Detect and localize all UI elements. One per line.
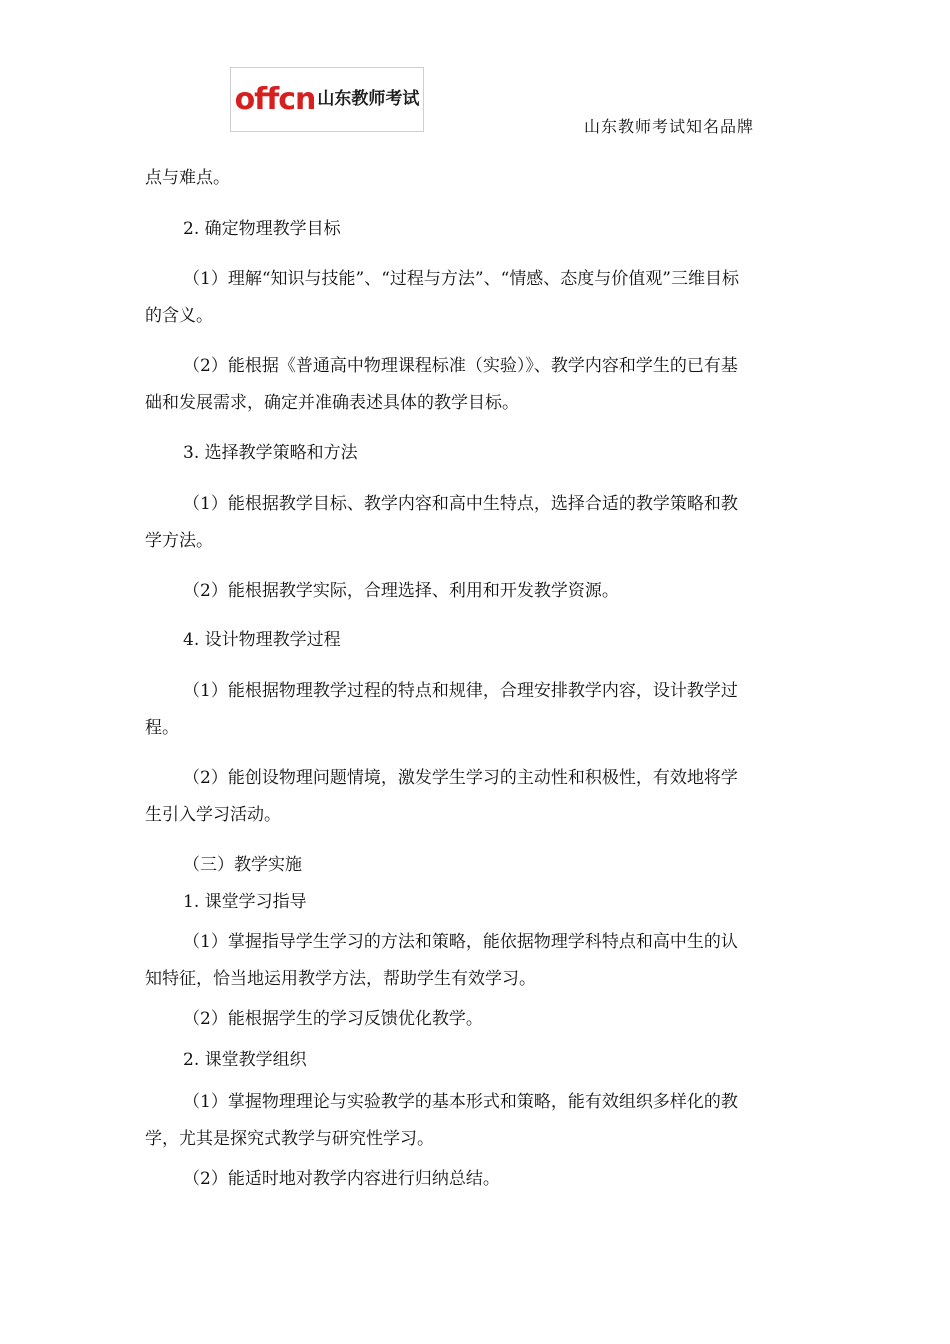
- text-line: 础和发展需求，确定并准确表述具体的教学目标。: [145, 393, 519, 413]
- section-heading: 2. 确定物理教学目标: [183, 219, 341, 239]
- text-line: （1）理解“知识与技能”、“过程与方法”、“情感、态度与价值观”三维目标: [183, 269, 739, 289]
- offcn-logo: [230, 67, 424, 132]
- section-heading: 2. 课堂教学组织: [183, 1050, 307, 1070]
- section-heading: 1. 课堂学习指导: [183, 892, 307, 912]
- brand-slogan: 山东教师考试知名品牌: [584, 117, 755, 136]
- text-line: （2）能根据学生的学习反馈优化教学。: [183, 1009, 483, 1029]
- logo-latin-text: offcn: [234, 81, 316, 117]
- text-line: 生引入学习活动。: [145, 805, 281, 825]
- text-line: （2）能创设物理问题情境，激发学生学习的主动性和积极性，有效地将学: [183, 768, 738, 788]
- text-line: 学，尤其是探究式教学与研究性学习。: [145, 1129, 434, 1149]
- text-line: 学方法。: [145, 531, 213, 551]
- text-line: （1）能根据教学目标、教学内容和高中生特点，选择合适的教学策略和教: [183, 494, 738, 514]
- text-line: 知特征，恰当地运用教学方法，帮助学生有效学习。: [145, 969, 536, 989]
- section-heading: 3. 选择教学策略和方法: [183, 443, 358, 463]
- text-line: （2）能根据教学实际，合理选择、利用和开发教学资源。: [183, 581, 619, 601]
- text-line: （2）能根据《普通高中物理课程标准（实验）》、教学内容和学生的已有基: [183, 356, 738, 376]
- text-line: （1）能根据物理教学过程的特点和规律，合理安排教学内容，设计教学过: [183, 681, 738, 701]
- logo-chinese-text: 山东教师考试: [317, 89, 420, 109]
- text-line: （2）能适时地对教学内容进行归纳总结。: [183, 1169, 500, 1189]
- text-line: 程。: [145, 718, 179, 738]
- text-line: （1）掌握物理理论与实验教学的基本形式和策略，能有效组织多样化的教: [183, 1092, 738, 1112]
- text-line: 点与难点。: [145, 168, 230, 188]
- section-heading: （三）教学实施: [183, 855, 302, 875]
- text-line: 的含义。: [145, 306, 213, 326]
- text-line: （1）掌握指导学生学习的方法和策略，能依据物理学科特点和高中生的认: [183, 932, 738, 952]
- section-heading: 4. 设计物理教学过程: [183, 630, 341, 650]
